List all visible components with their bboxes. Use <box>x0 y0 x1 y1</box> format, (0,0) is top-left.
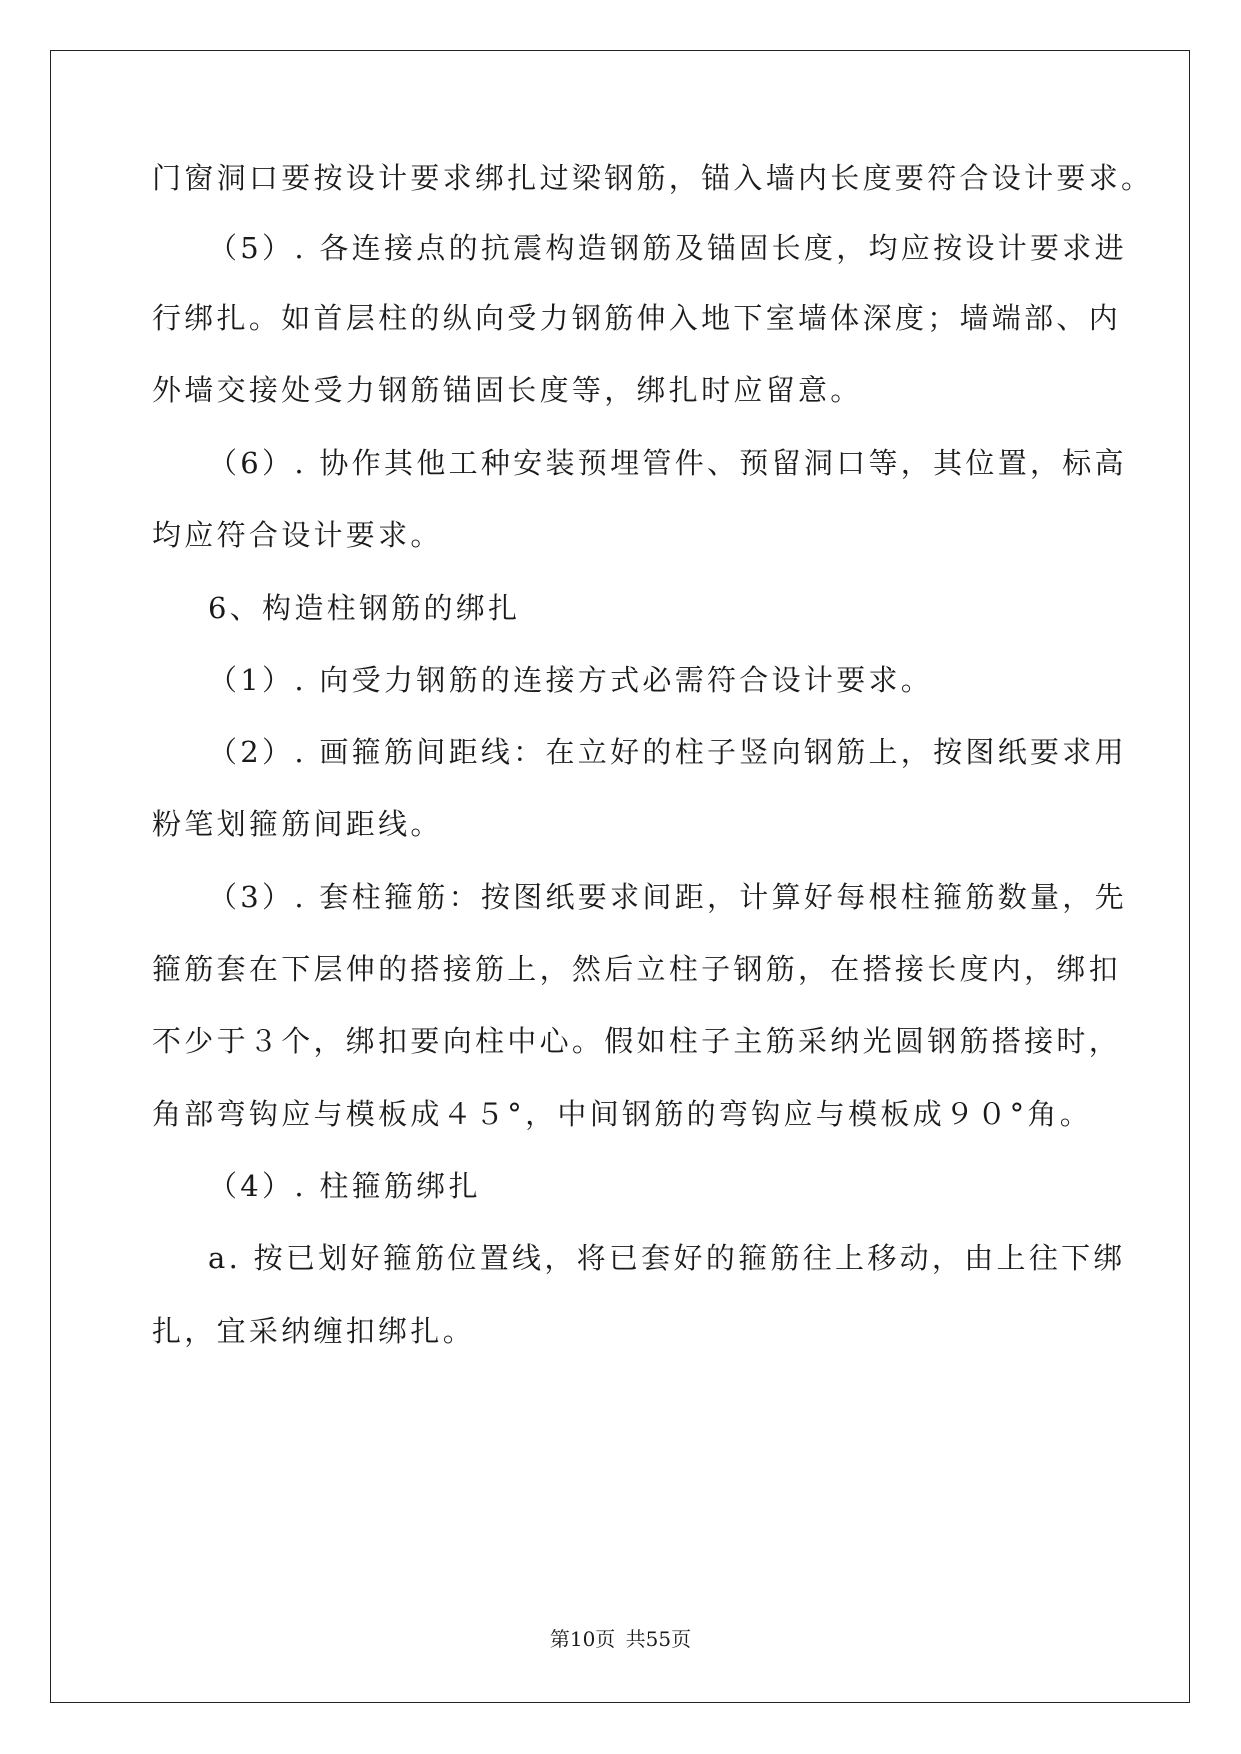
paragraph-line: 均应符合设计要求。 <box>152 518 443 552</box>
page-total: 共55页 <box>625 1627 692 1651</box>
paragraph-line: 粉笔划箍筋间距线。 <box>152 807 443 841</box>
paragraph-line: 门窗洞口要按设计要求绑扎过梁钢筋，锚入墙内长度要符合设计要求。 <box>152 161 1154 195</box>
paragraph-line: 行绑扎。如首层柱的纵向受力钢筋伸入地下室墙体深度；墙端部、内 <box>152 301 1122 335</box>
page-footer <box>0 1626 1241 1652</box>
paragraph-line: （3）. 套柱箍筋：按图纸要求间距，计算好每根柱箍筋数量，先 <box>208 880 1127 914</box>
paragraph-line: （4）. 柱箍筋绑扎 <box>208 1169 481 1203</box>
paragraph-line: a. 按已划好箍筋位置线，将已套好的箍筋往上移动，由上往下绑 <box>208 1241 1126 1275</box>
paragraph-line: 外墙交接处受力钢筋锚固长度等，绑扎时应留意。 <box>152 373 863 407</box>
paragraph-line: 箍筋套在下层伸的搭接筋上，然后立柱子钢筋，在搭接长度内，绑扣 <box>152 952 1122 986</box>
paragraph-line: 角部弯钩应与模板成４５°，中间钢筋的弯钩应与模板成９０°角。 <box>152 1097 1093 1131</box>
section-heading: 6、构造柱钢筋的绑扎 <box>208 591 521 625</box>
paragraph-line: 不少于３个，绑扣要向柱中心。假如柱子主筋采纳光圆钢筋搭接时， <box>152 1024 1122 1058</box>
paragraph-line: （5）. 各连接点的抗震构造钢筋及锚固长度，均应按设计要求进 <box>208 231 1127 265</box>
paragraph-line: （2）. 画箍筋间距线：在立好的柱子竖向钢筋上，按图纸要求用 <box>208 735 1127 769</box>
paragraph-line: 扎，宜采纳缠扣绑扎。 <box>152 1314 476 1348</box>
paragraph-line: （1）. 向受力钢筋的连接方式必需符合设计要求。 <box>208 663 934 697</box>
page-number: 第10页 <box>549 1627 616 1651</box>
paragraph-line: （6）. 协作其他工种安装预埋管件、预留洞口等，其位置，标高 <box>208 446 1127 480</box>
